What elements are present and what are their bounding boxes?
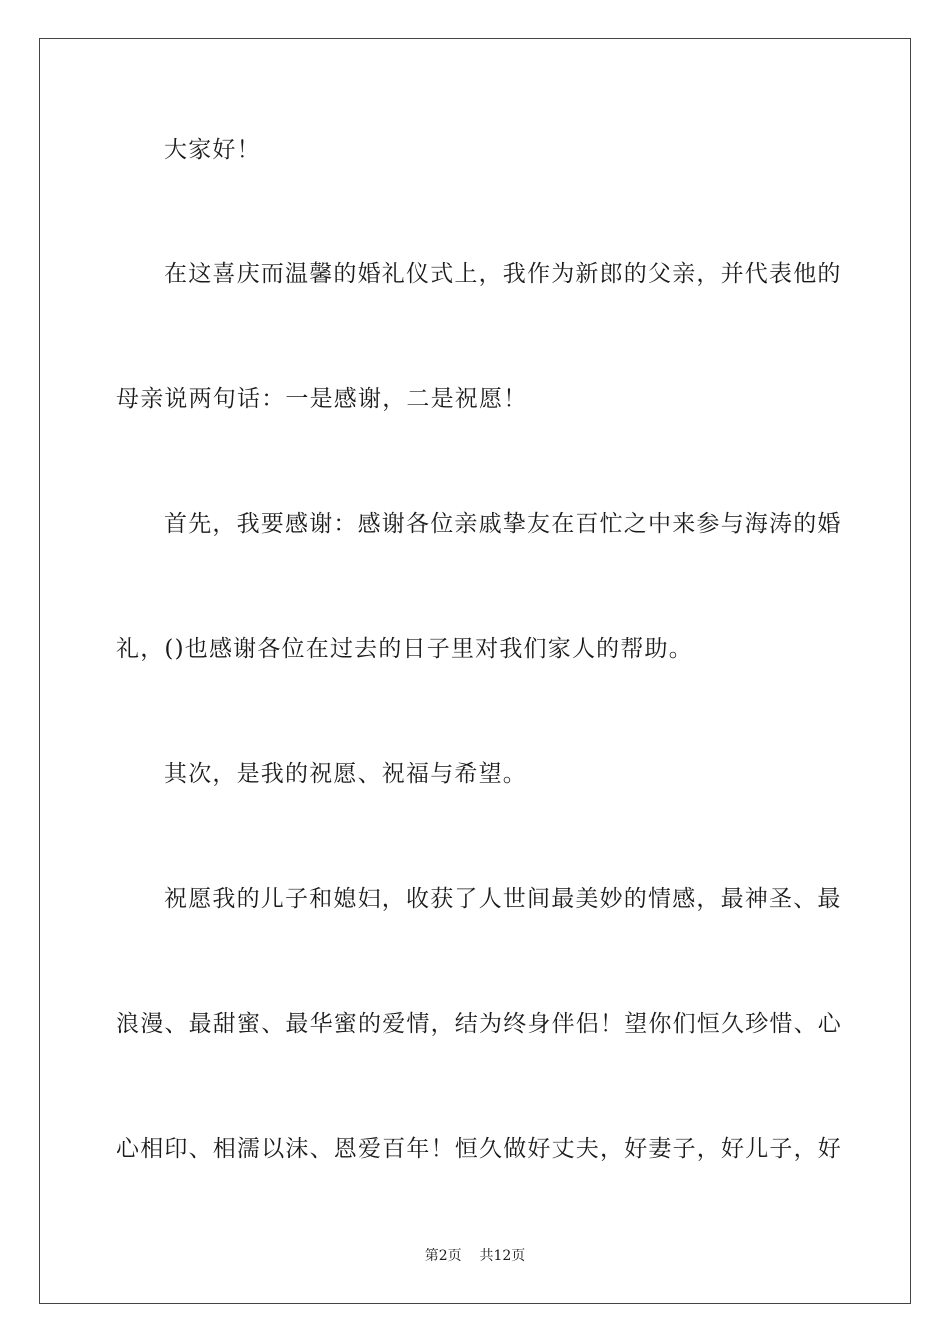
text-line: 心相印、相濡以沫、恩爱百年！恒久做好丈夫，好妻子，好儿子，好: [116, 1136, 842, 1162]
text-line: 大家好！: [164, 137, 261, 163]
text-line: 浪漫、最甜蜜、最华蜜的爱情，结为终身伴侣！望你们恒久珍惜、心: [116, 1011, 842, 1037]
text-line: 母亲说两句话：一是感谢，二是祝愿！: [116, 386, 528, 412]
text-line: 礼，()也感谢各位在过去的日子里对我们家人的帮助。: [116, 636, 693, 662]
page-number: 第2页 共12页: [424, 1248, 526, 1264]
text-line: 其次，是我的祝愿、祝福与希望。: [164, 761, 527, 787]
text-line: 祝愿我的儿子和媳妇，收获了人世间最美妙的情感，最神圣、最: [164, 886, 842, 912]
text-line: 首先，我要感谢：感谢各位亲戚挚友在百忙之中来参与海涛的婚: [164, 511, 842, 537]
text-line: 在这喜庆而温馨的婚礼仪式上，我作为新郎的父亲，并代表他的: [164, 261, 842, 287]
page-frame: [39, 38, 911, 1304]
